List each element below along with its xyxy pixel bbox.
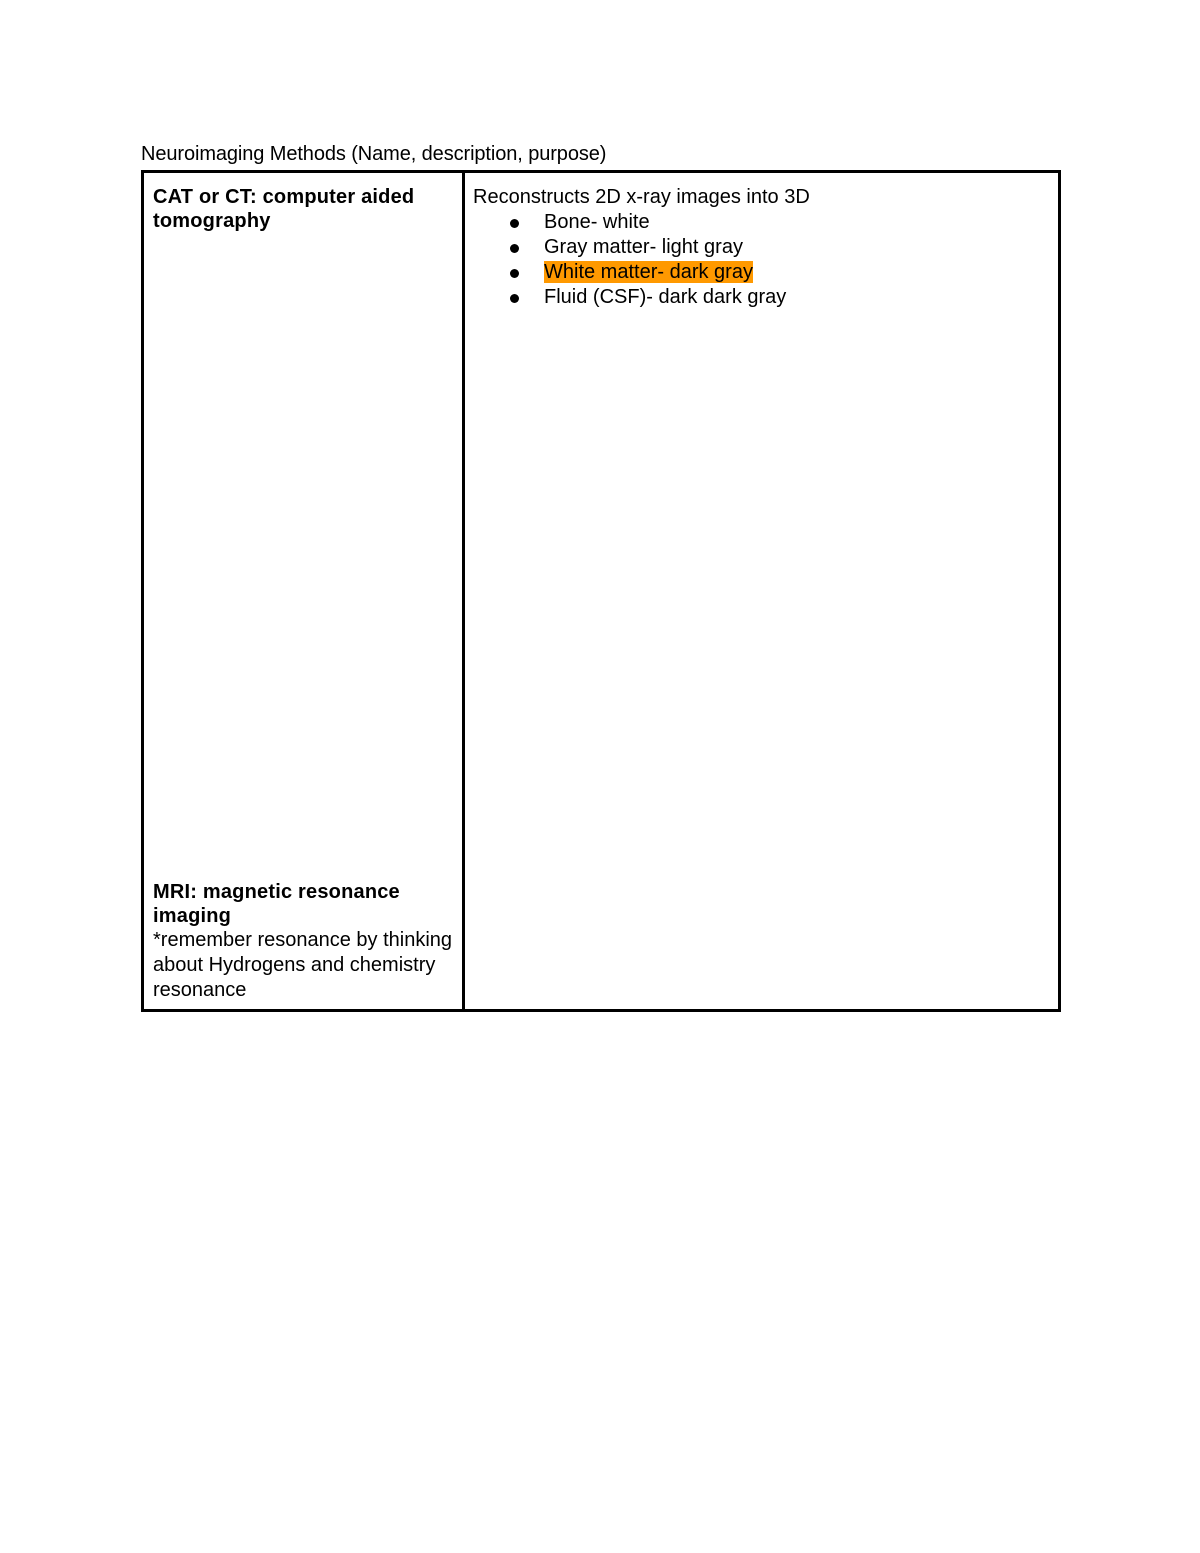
- bullet-icon: [510, 244, 519, 253]
- list-item-text: Fluid (CSF)- dark dark gray: [544, 286, 787, 308]
- list-item-text: Bone- white: [544, 211, 650, 233]
- list-item-text: Gray matter- light gray: [544, 236, 743, 258]
- term-mri: MRI: magnetic resonance imaging: [153, 881, 400, 927]
- ct-description-intro: Reconstructs 2D x-ray images into 3D: [473, 186, 810, 208]
- list-item: [473, 260, 1053, 285]
- list-item: [473, 285, 1053, 310]
- ct-description: [473, 185, 1053, 310]
- bullet-icon: [510, 219, 519, 228]
- term-mri-block: [153, 880, 458, 1003]
- list-item: [473, 235, 1053, 260]
- bullet-icon: [510, 269, 519, 278]
- term-ct: CAT or CT: computer aided tomography: [153, 186, 415, 232]
- list-item: [473, 210, 1053, 235]
- description-column: [465, 173, 1058, 1009]
- mri-note: *remember resonance by thinking about Hydrogens and chemistry resonance: [153, 929, 453, 1001]
- list-item-text-highlighted: White matter- dark gray: [544, 261, 753, 283]
- bullet-icon: [510, 294, 519, 303]
- methods-table: [141, 170, 1061, 1012]
- page-title: Neuroimaging Methods (Name, description, purpose): [141, 143, 607, 165]
- term-column: [144, 173, 465, 1009]
- ct-tissue-list: [473, 210, 1053, 310]
